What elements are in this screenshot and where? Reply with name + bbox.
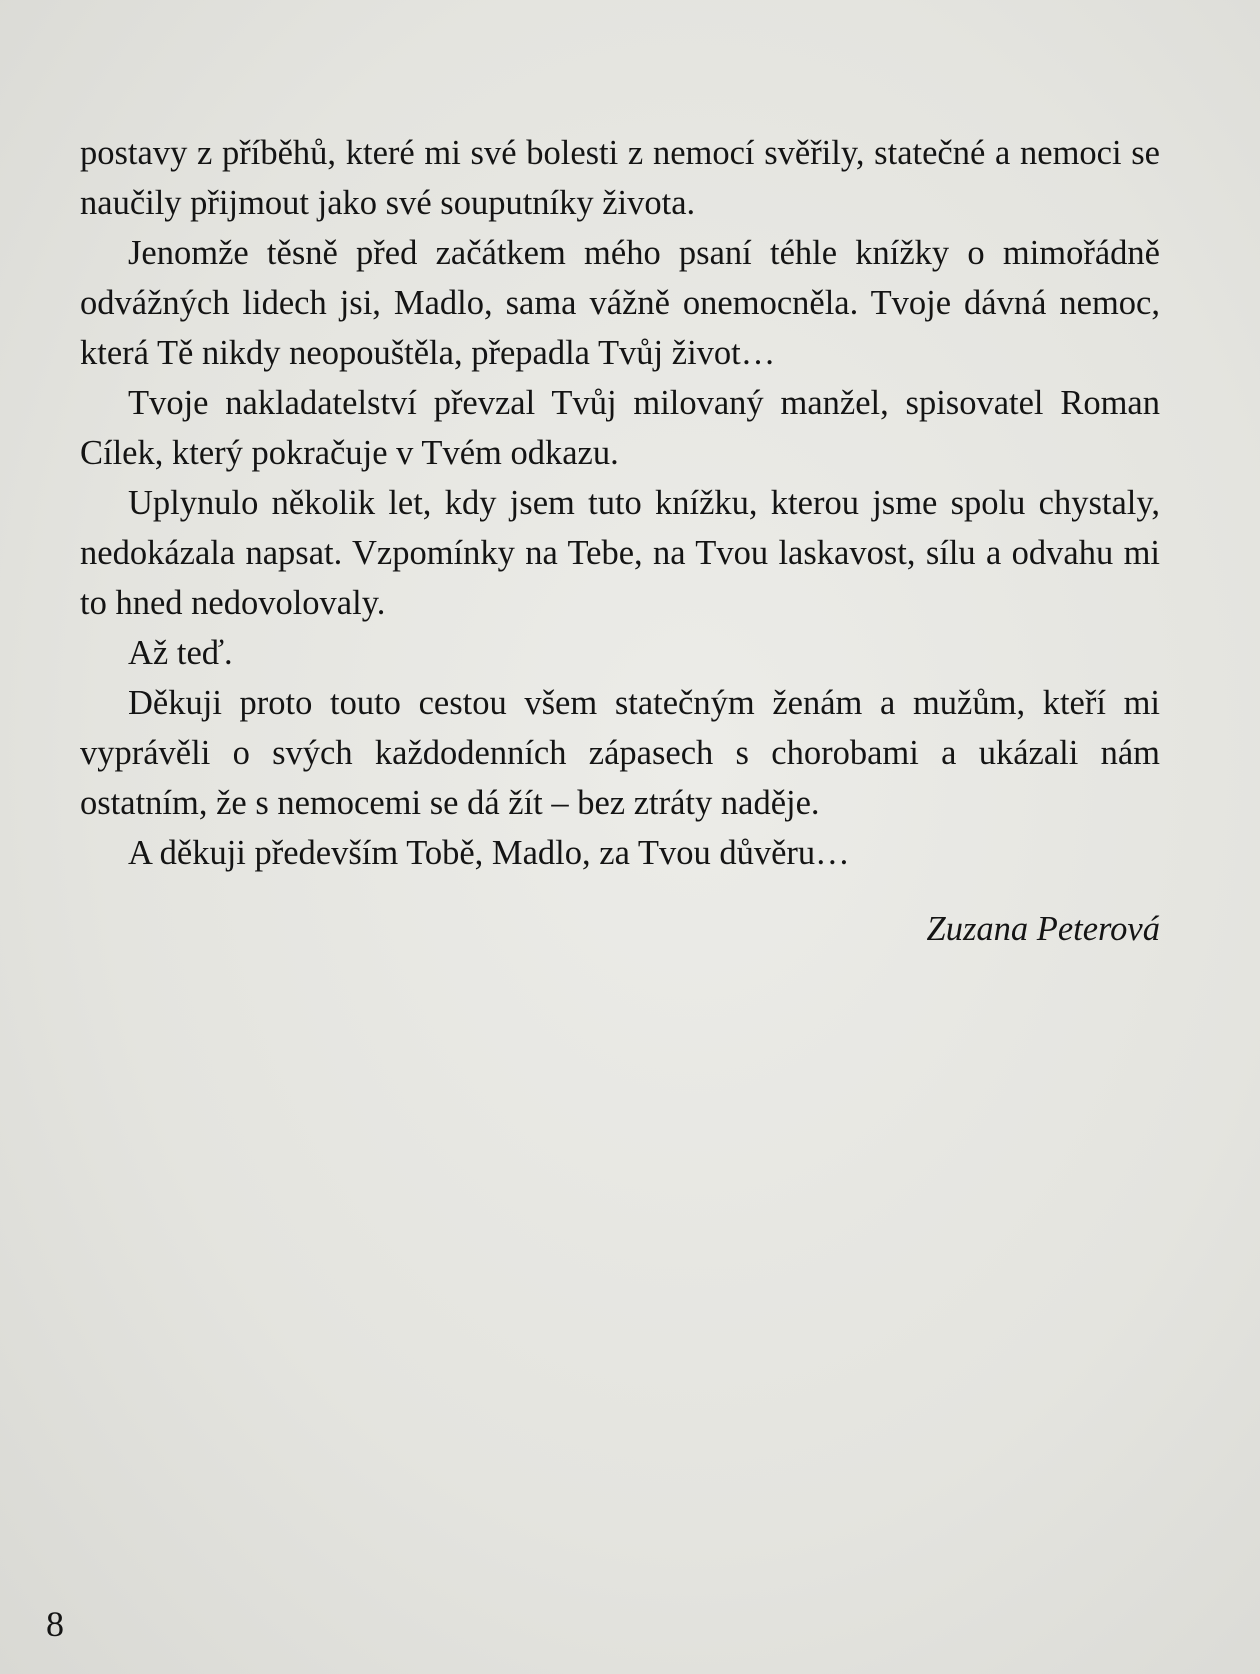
author-signature: Zuzana Peterová: [926, 910, 1160, 948]
page-number: 8: [46, 1604, 64, 1644]
paragraph: A děkuji především Tobě, Madlo, za Tvou důvěru…: [128, 834, 850, 872]
paragraph-continued: postavy z příběhů, které mi své bolesti z nemocí svěřily, statečné a nemoci se naučily přijmout jako své souputníky života.: [80, 134, 1160, 222]
body-text: [80, 128, 1160, 954]
paragraph: Jenomže těsně před začátkem mého psaní téhle knížky o mimořádně odvážných lidech jsi, Madlo, sama vážně onemocněla. Tvoje dávná nemoc, která Tě nikdy neopouštěla, přepadla Tvůj život…: [80, 234, 1160, 372]
paragraph: Tvoje nakladatelství převzal Tvůj milovaný manžel, spisovatel Roman Cílek, který pokračuje v Tvém odkazu.: [80, 384, 1160, 472]
paragraph: Až teď.: [128, 634, 233, 672]
paragraph: Uplynulo několik let, kdy jsem tuto knížku, kterou jsme spolu chystaly, nedokázala napsat. Vzpomínky na Tebe, na Tvou laskavost, sílu a odvahu mi to hned nedovolovaly.: [80, 484, 1160, 622]
paragraph: Děkuji proto touto cestou všem statečným ženám a mužům, kteří mi vyprávěli o svých každodenních zápasech s chorobami a ukázali nám ostatním, že s nemocemi se dá žít – bez ztráty naděje.: [80, 684, 1160, 822]
